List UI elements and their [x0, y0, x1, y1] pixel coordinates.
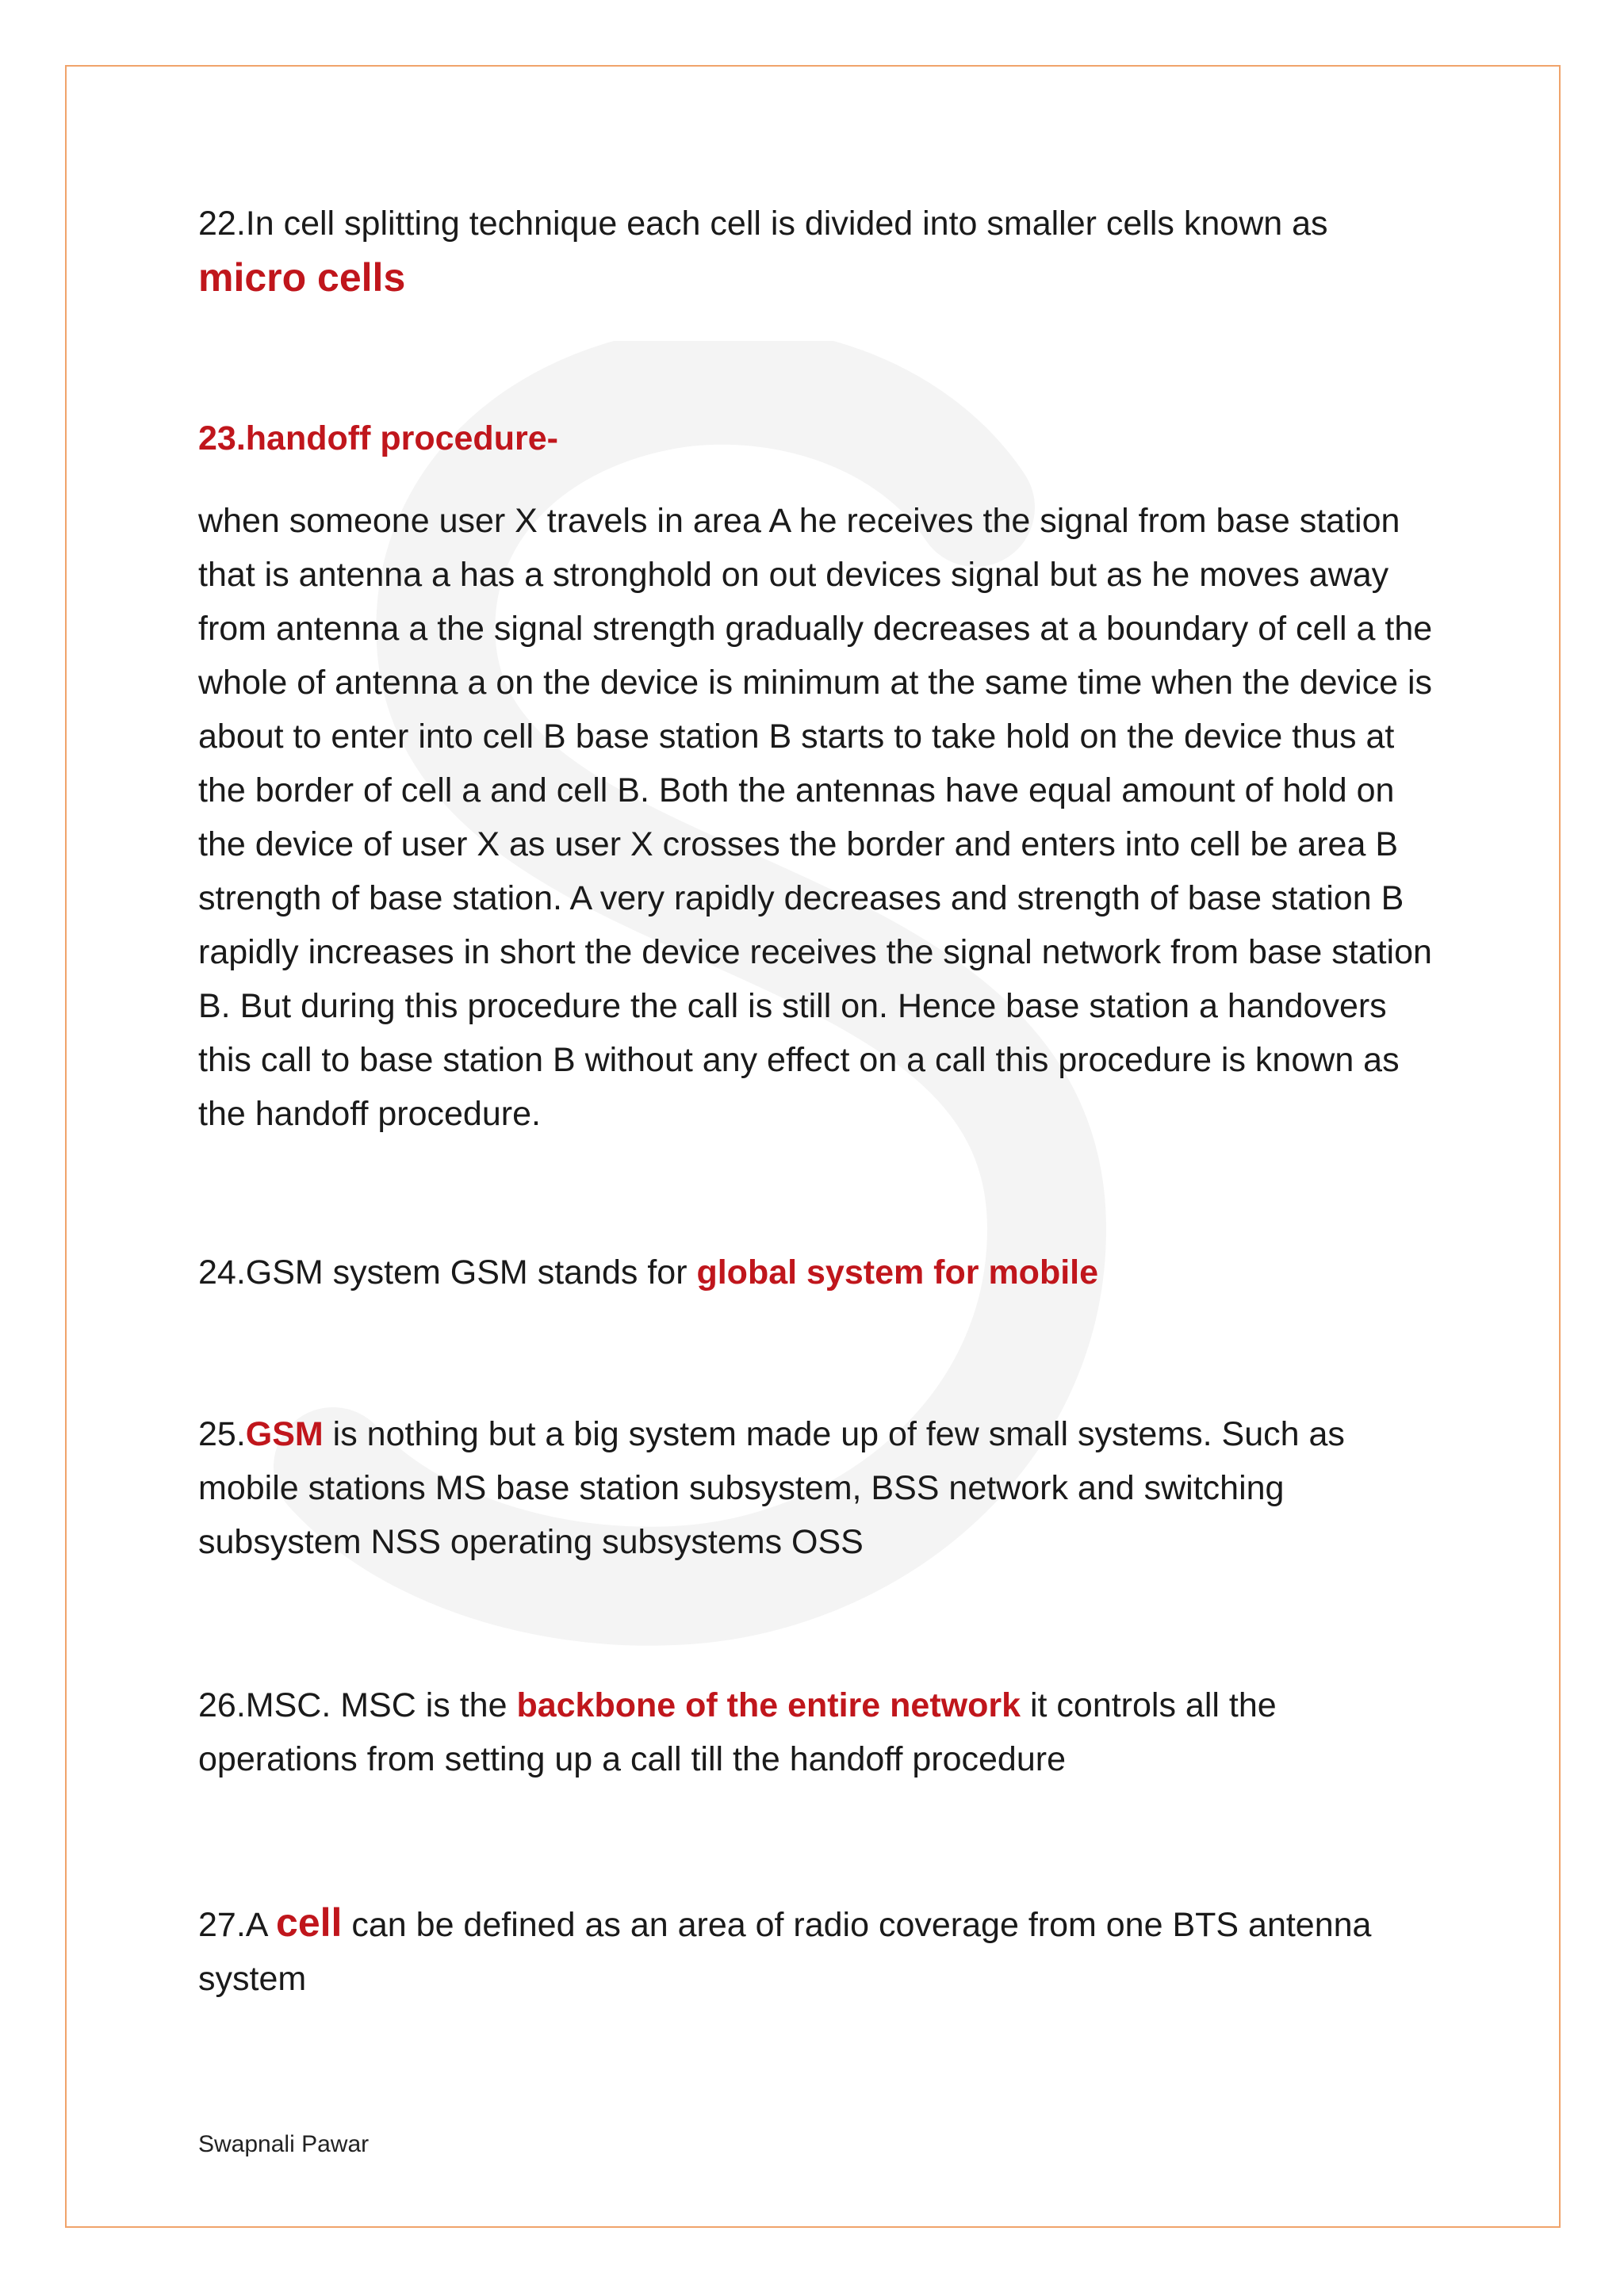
document-body: [198, 197, 1435, 2006]
item-27-highlight: cell: [276, 1900, 343, 1945]
item-23-heading: [198, 411, 1435, 465]
item-25-number: 25.: [198, 1415, 246, 1453]
item-24-highlight: global system for mobile: [696, 1253, 1099, 1292]
item-26-highlight: backbone of the entire network: [516, 1686, 1021, 1724]
item-22-answer: micro cells: [198, 255, 406, 300]
item-27: [198, 1896, 1435, 2006]
item-25: [198, 1407, 1435, 1569]
item-25-rest: is nothing but a big system made up of few small systems. Such as mobile stations MS base station subsystem, BSS network and switching subsystem NSS operating subsystems OSS: [198, 1415, 1345, 1561]
footer-author: Swapnali Pawar: [198, 2131, 370, 2157]
item-22: [198, 197, 1435, 307]
item-25-highlight: GSM: [245, 1415, 324, 1453]
handoff-heading: 23.handoff procedure-: [198, 419, 558, 457]
item-24: [198, 1246, 1435, 1299]
item-22-text: 22.In cell splitting technique each cell is divided into smaller cells known as: [198, 205, 1328, 243]
item-26: [198, 1678, 1435, 1786]
item-26-prefix: 26.MSC. MSC is the: [198, 1686, 517, 1724]
item-26-rest: it controls all the operations from setting up a call till the handoff procedure: [198, 1686, 1277, 1778]
item-24-prefix: 24.GSM system GSM stands for: [198, 1253, 697, 1292]
item-27-rest: can be defined as an area of radio coverage from one BTS antenna system: [198, 1906, 1372, 1998]
item-23-body: when someone user X travels in area A he receives the signal from base station that is antenna a has a stronghold on out devices signal but as he moves away from antenna a the signal strength gradually decreases at a boundary of cell a the whole of antenna a on the device is minimum at the same time when the device is about to enter into cell B base station B starts to take hold on the device thus at the border of cell a and cell B. Both the antennas have equal amount of hold on the device of user X as user X crosses the border and enters into cell be area B strength of base station. A very rapidly decreases and strength of base station B rapidly increases in short the device receives the signal network from base station B. But during this procedure the call is still on. Hence base station a handovers this call to base station B without any effect on a call this procedure is known as the handoff procedure.: [198, 502, 1433, 1133]
item-27-prefix: 27.A: [198, 1906, 277, 1944]
